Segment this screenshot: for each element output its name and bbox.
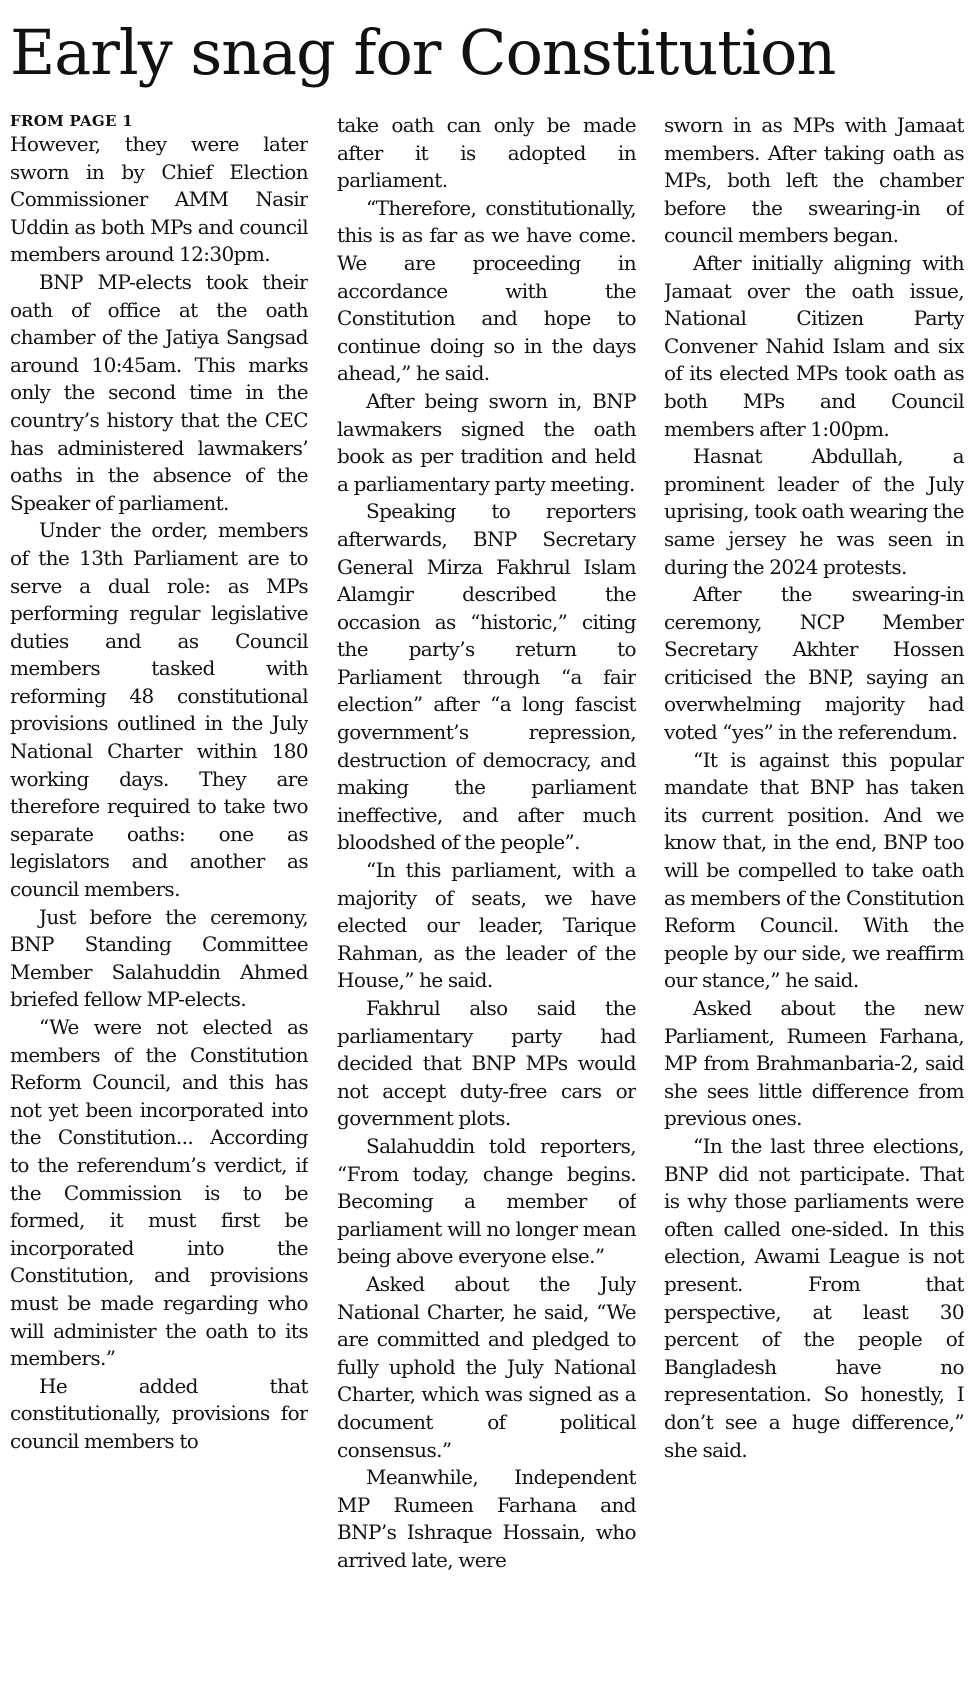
paragraph: BNP MP-elects took their oath of office at the oath chamber of the Jatiya Sangsad around 10:45am. This marks only the second time in the country’s history that the CEC has administered lawmakers’ oaths in the absence of the Speaker of parliament. — [10, 269, 308, 515]
paragraph: However, they were later sworn in by Chief Election Commissioner AMM Nasir Uddin as both MPs and council members around 12:30pm. — [10, 132, 308, 267]
paragraph: After the swearing-in ceremony, NCP Member Secretary Akhter Hossen criticised the BNP, saying an overwhelming majority had voted “yes” in the referendum. — [664, 582, 964, 745]
continuation-kicker: FROM PAGE 1 — [10, 112, 134, 130]
paragraph: “We were not elected as members of the Constitution Reform Council, and this has not yet been incorporated into the Constitution... According to the referendum’s verdict, if the Commission is to be formed, it must first be incorporated into the Constitution, and provisions must be made regarding who will administer the oath to its members.” — [10, 1015, 308, 1371]
paragraph: Under the order, members of the 13th Parliament are to serve a dual role: as MPs performing regular legislative duties and as Council members tasked with reforming 48 constitutional provisions outlined in the July National Charter within 180 working days. They are therefore required to take two separate oaths: one as legislators and another as council members. — [10, 518, 308, 902]
article-column-1 — [10, 112, 308, 1702]
paragraph: After being sworn in, BNP lawmakers signed the oath book as per tradition and held a parliamentary party meeting. — [337, 388, 636, 496]
paragraph: Asked about the July National Charter, he said, “We are committed and pledged to fully uphold the July National Charter, which was signed as a document of political consensus.” — [337, 1271, 636, 1462]
paragraph: take oath can only be made after it is adopted in parliament. — [337, 113, 636, 193]
paragraph: “It is against this popular mandate that BNP has taken its current position. And we know that, in the end, BNP too will be compelled to take oath as members of the Constitution Reform Council. With the people by our side, we reaffirm our stance,” he said. — [664, 747, 964, 993]
paragraph: “Therefore, constitutionally, this is as far as we have come. We are proceeding in accordance with the Constitution and hope to continue doing so in the days ahead,” he said. — [337, 195, 636, 386]
paragraph: Asked about the new Parliament, Rumeen Farhana, MP from Brahmanbaria-2, said she sees little difference from previous ones. — [664, 996, 964, 1131]
article-column-3 — [664, 112, 964, 1702]
paragraph: “In this parliament, with a majority of seats, we have elected our leader, Tarique Rahman, as the leader of the House,” he said. — [337, 858, 636, 993]
paragraph: Fakhrul also said the parliamentary party had decided that BNP MPs would not accept duty-free cars or government plots. — [337, 996, 636, 1131]
paragraph: Salahuddin told reporters, “From today, change begins. Becoming a member of parliament will no longer mean being above everyone else.” — [337, 1133, 636, 1269]
paragraph: Just before the ceremony, BNP Standing Committee Member Salahuddin Ahmed briefed fellow MP-elects. — [10, 904, 308, 1012]
paragraph: Speaking to reporters afterwards, BNP Secretary General Mirza Fakhrul Islam Alamgir described the occasion as “historic,” citing the party’s return to Parliament through “a fair election” after “a long fascist government’s repression, destruction of democracy, and making the parliament ineffective, and after much bloodshed of the people”. — [337, 499, 636, 855]
paragraph: Meanwhile, Independent MP Rumeen Farhana and BNP’s Ishraque Hossain, who arrived late, were — [337, 1465, 636, 1572]
paragraph: Hasnat Abdullah, a prominent leader of the July uprising, took oath wearing the same jersey he was seen in during the 2024 protests. — [664, 444, 964, 579]
paragraph: “In the last three elections, BNP did not participate. That is why those parliaments were often called one-sided. In this election, Awami League is not present. From that perspective, at least 30 percent of the people of Bangladesh have no representation. So honestly, I don’t see a huge difference,” she said. — [664, 1133, 964, 1462]
article-column-2 — [337, 112, 636, 1702]
paragraph: He added that constitutionally, provisions for council members to — [10, 1373, 308, 1453]
paragraph: sworn in as MPs with Jamaat members. After taking oath as MPs, both left the chamber before the swearing-in of council members began. — [664, 113, 964, 248]
paragraph: After initially aligning with Jamaat over the oath issue, National Citizen Party Convener Nahid Islam and six of its elected MPs took oath as both MPs and Council members after 1:00pm. — [664, 250, 964, 441]
headline: Early snag for Constitution — [10, 16, 836, 89]
